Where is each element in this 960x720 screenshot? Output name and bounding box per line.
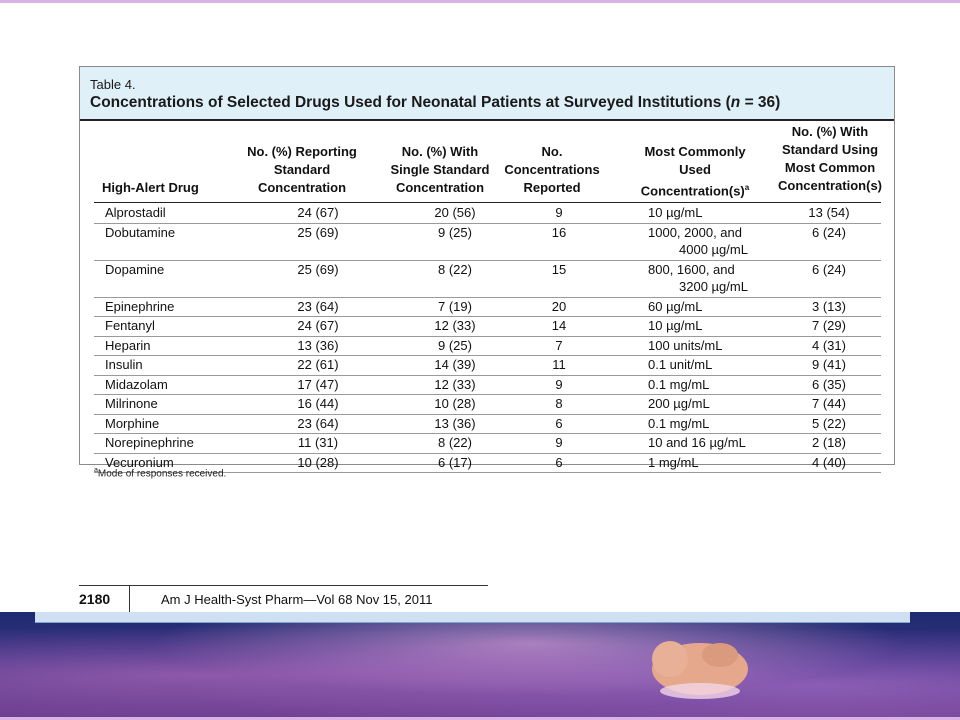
standard-value: 6 (35) <box>812 376 846 392</box>
standard-value: 7 (44) <box>812 396 846 411</box>
footnote-marker: a <box>94 467 98 474</box>
standard-value: 4 (31) <box>812 337 846 353</box>
standard-value: 7 (29) <box>812 318 846 333</box>
count-value: 14 <box>551 318 567 333</box>
table-caption-band <box>80 67 894 121</box>
column-header-standard-line: Standard Using <box>781 142 879 157</box>
banner-strip <box>35 612 910 623</box>
count-value: 6 <box>555 454 563 470</box>
count-value: 15 <box>551 261 567 277</box>
footnote-text: Mode of responses received. <box>97 468 227 480</box>
concentration-value: 1 mg/mL <box>648 454 699 470</box>
table-title-suffix: = 36) <box>740 94 781 111</box>
standard-value: 5 (22) <box>812 415 846 431</box>
single-value: 14 (39) <box>434 357 476 372</box>
single-value: 9 (25) <box>438 337 472 353</box>
newborn-image <box>640 625 760 705</box>
concentration-superscript: a <box>744 183 750 192</box>
table-row <box>94 376 881 396</box>
single-value: 20 (56) <box>434 205 476 220</box>
column-header-reporting-line: Standard <box>273 162 331 177</box>
page-footer <box>79 585 488 613</box>
count-value: 6 <box>555 415 563 431</box>
standard-value: 6 (24) <box>812 224 846 240</box>
column-header-count-line: No. <box>541 144 563 159</box>
column-header-standard-line: Most Common <box>784 160 876 175</box>
column-header-concentration-line: $Concentration(s)^a$ <box>640 183 750 199</box>
table-row <box>94 261 881 298</box>
drug-name: Norepinephrine <box>105 435 194 450</box>
journal-reference: Am J Health-Syst Pharm—Vol 68 Nov 15, 2011 <box>161 592 433 607</box>
standard-value: 4 (40) <box>812 454 846 470</box>
concentration-value: 800, 1600, and <box>648 261 735 277</box>
concentration-value-line2: 3200 µg/mL <box>679 278 748 294</box>
column-header-count <box>492 143 612 197</box>
column-header-single-line: Single Standard <box>390 162 490 177</box>
concentration-value: 200 µg/mL <box>648 396 710 411</box>
reporting-value: 24 (67) <box>297 205 339 220</box>
column-header-concentration <box>625 143 765 200</box>
standard-value: 6 (24) <box>812 261 846 277</box>
single-value: 13 (36) <box>434 415 476 431</box>
column-header-drug-line: High-Alert Drug <box>102 180 199 195</box>
single-value: 12 (33) <box>434 318 476 333</box>
single-value: 6 (17) <box>438 454 472 470</box>
drug-name: Heparin <box>105 337 151 353</box>
table-row <box>94 337 881 357</box>
header-rule <box>94 202 881 203</box>
drug-name: Dopamine <box>105 261 165 277</box>
drug-name: Fentanyl <box>105 318 155 333</box>
drug-name: Insulin <box>105 357 143 372</box>
drug-name: Alprostadil <box>105 205 166 220</box>
standard-value: 2 (18) <box>812 435 846 450</box>
column-header-count-line: Reported <box>523 180 581 195</box>
table-row <box>94 434 881 454</box>
column-header-single-line: No. (%) With <box>401 144 479 159</box>
table-number: Table 4. <box>90 77 136 92</box>
drug-name: Epinephrine <box>105 298 175 314</box>
count-value: 9 <box>555 435 563 450</box>
reporting-value: 10 (28) <box>297 454 339 470</box>
reporting-value: 16 (44) <box>297 396 339 411</box>
drug-name: Morphine <box>105 415 160 431</box>
drug-name: Vecuronium <box>105 454 174 470</box>
reporting-value: 23 (64) <box>297 415 339 431</box>
reporting-value: 22 (61) <box>297 357 339 372</box>
count-value: 20 <box>551 298 567 314</box>
single-value: 8 (22) <box>438 435 472 450</box>
count-value: 16 <box>551 224 567 240</box>
single-value: 7 (19) <box>438 298 472 314</box>
concentration-value: 0.1 mg/mL <box>648 376 710 392</box>
column-header-standard-line: Concentration(s) <box>778 178 882 193</box>
reporting-value: 13 (36) <box>297 337 339 353</box>
page-number: 2180 <box>79 591 111 607</box>
concentration-value-line2: 4000 µg/mL <box>679 241 748 257</box>
table-title-n: n <box>730 94 741 111</box>
reporting-value: 24 (67) <box>297 318 339 333</box>
count-value: 9 <box>555 205 563 220</box>
top-border <box>0 0 960 3</box>
table-title-prefix: Concentrations of Selected Drugs Used for Neonatal Patients at Surveyed Institutions ( <box>90 94 731 111</box>
count-value: 8 <box>555 396 563 411</box>
reporting-value: 11 (31) <box>297 435 339 450</box>
single-value: 9 (25) <box>438 224 472 240</box>
concentration-value: 0.1 unit/mL <box>648 357 713 372</box>
column-header-concentration-line: Used <box>679 162 711 177</box>
concentration-value: 100 units/mL <box>648 337 723 353</box>
table-row <box>94 298 881 318</box>
table-row <box>94 356 881 376</box>
count-value: 7 <box>555 337 563 353</box>
column-header-concentration-line: Most Commonly <box>644 144 746 159</box>
concentration-value: 10 µg/mL <box>648 318 703 333</box>
column-header-single-line: Concentration <box>395 180 485 195</box>
standard-value: 3 (13) <box>812 298 846 314</box>
single-value: 10 (28) <box>434 396 476 411</box>
count-value: 11 <box>552 357 566 372</box>
drug-name: Dobutamine <box>105 224 176 240</box>
column-header-reporting <box>232 143 372 197</box>
column-header-reporting-line: No. (%) Reporting <box>247 144 357 159</box>
column-header-standard <box>760 123 900 195</box>
reporting-value: 23 (64) <box>297 298 339 314</box>
footnote <box>94 467 226 479</box>
concentration-value: 10 µg/mL <box>648 205 703 220</box>
drug-name: Milrinone <box>105 396 158 411</box>
column-header-standard-line: No. (%) With <box>791 124 869 139</box>
footer-divider <box>129 586 130 613</box>
table-row <box>94 415 881 435</box>
drug-name: Midazolam <box>105 376 168 392</box>
table-title <box>90 94 780 112</box>
count-value: 9 <box>555 376 563 392</box>
concentration-value: 10 and 16 µg/mL <box>648 435 746 450</box>
reporting-value: 17 (47) <box>297 376 339 392</box>
column-header-count-line: Concentrations <box>504 162 600 177</box>
column-header-drug <box>102 179 199 197</box>
table-row <box>94 317 881 337</box>
single-value: 8 (22) <box>438 261 472 277</box>
standard-value: 9 (41) <box>812 357 846 372</box>
standard-value: 13 (54) <box>808 205 850 220</box>
table-body <box>94 204 881 473</box>
table-frame <box>79 66 895 480</box>
concentration-value: 60 µg/mL <box>648 298 703 314</box>
column-header-single <box>370 143 510 197</box>
table-row <box>94 224 881 261</box>
decorative-banner <box>0 612 960 717</box>
column-header-reporting-line: Concentration <box>257 180 347 195</box>
concentration-value: 1000, 2000, and <box>648 224 742 240</box>
table-row <box>94 204 881 224</box>
single-value: 12 (33) <box>434 376 476 392</box>
table-row <box>94 395 881 415</box>
reporting-value: 25 (69) <box>297 261 339 277</box>
concentration-value: 0.1 mg/mL <box>648 415 710 431</box>
reporting-value: 25 (69) <box>297 224 339 240</box>
